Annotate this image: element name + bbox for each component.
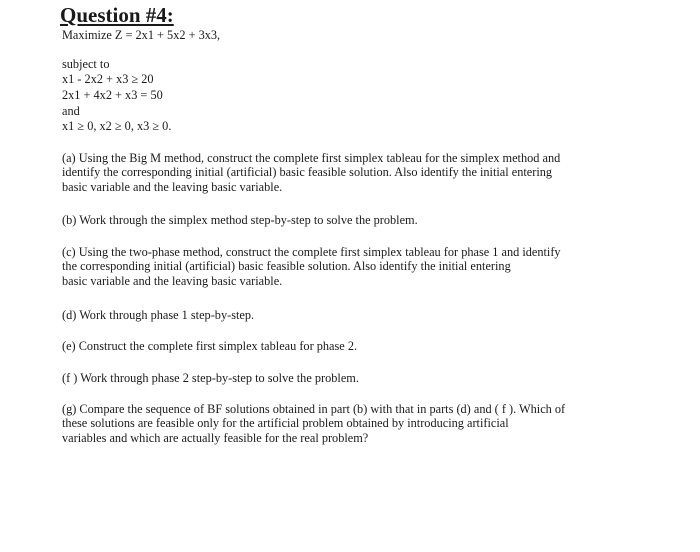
- constraint-2: 2x1 + 4x2 + x3 = 50: [62, 88, 163, 102]
- objective-function: Maximize Z = 2x1 + 5x2 + 3x3,: [62, 28, 221, 42]
- subject-to-label: subject to: [62, 57, 110, 71]
- part-a: (a) Using the Big M method, construct the complete first simplex tableau for the simplex method and identify the corresponding initial (artificial) basic feasible solution. Also identify the initial entering basic variable and the leaving basic variable.: [62, 151, 561, 194]
- constraint-1: x1 - 2x2 + x3 ≥ 20: [62, 72, 154, 86]
- and-label: and: [62, 104, 80, 118]
- question-title: Question #4:: [60, 3, 174, 27]
- part-g: (g) Compare the sequence of BF solutions obtained in part (b) with that in parts (d) and ( f ). Which of these solutions are feasible only for the artificial problem obtained by introducing artificial variables and which are actually feasible for the real problem?: [62, 402, 566, 445]
- part-d: (d) Work through phase 1 step-by-step.: [62, 308, 255, 322]
- part-c: (c) Using the two-phase method, construct the complete first simplex tableau for phase 1 and identify the corresponding initial (artificial) basic feasible solution. Also identify the initial entering basic variable and the leaving basic variable.: [62, 245, 561, 288]
- part-e: (e) Construct the complete first simplex tableau for phase 2.: [62, 339, 358, 353]
- nonnegativity-constraints: x1 ≥ 0, x2 ≥ 0, x3 ≥ 0.: [62, 119, 172, 133]
- part-f: (f ) Work through phase 2 step-by-step to solve the problem.: [62, 371, 359, 385]
- part-b: (b) Work through the simplex method step-by-step to solve the problem.: [62, 213, 418, 227]
